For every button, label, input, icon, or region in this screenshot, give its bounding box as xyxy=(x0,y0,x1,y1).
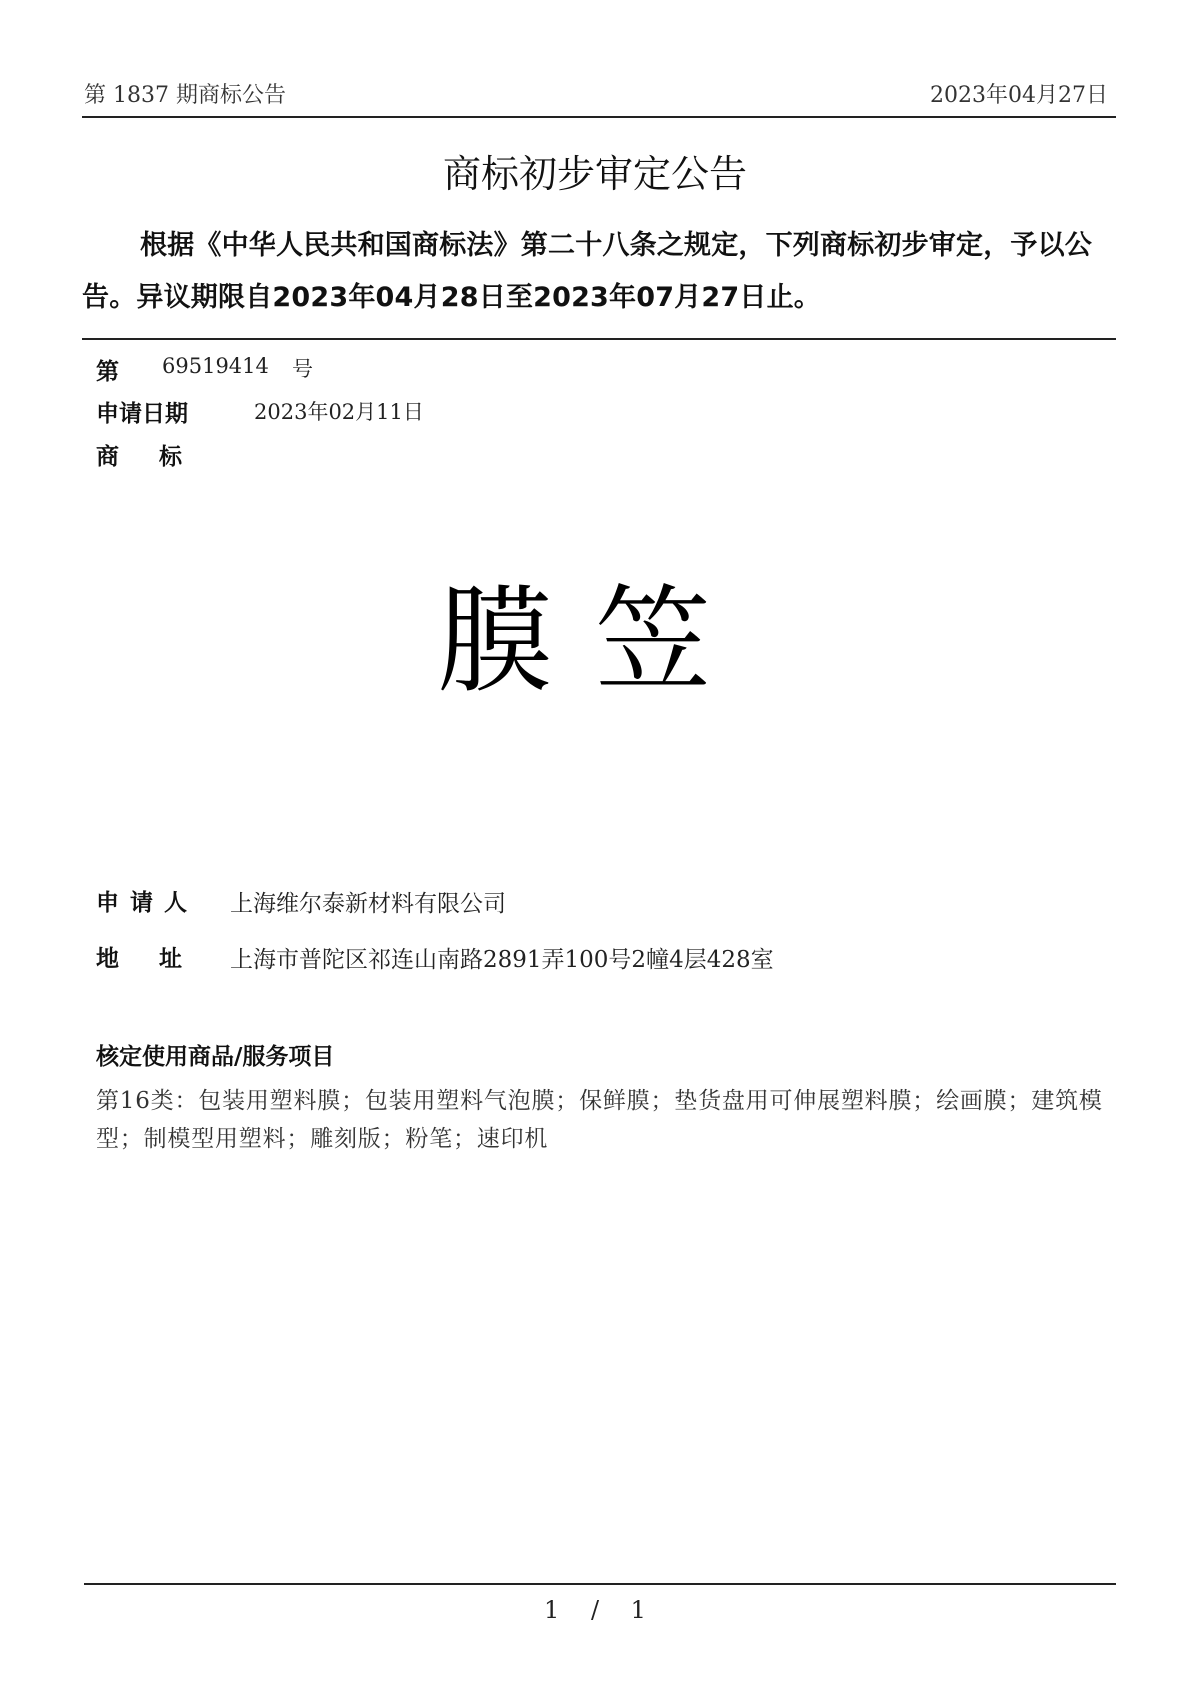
notice-divider xyxy=(82,338,1116,340)
notice-text: 根据《中华人民共和国商标法》第二十八条之规定，下列商标初步审定，予以公告。异议期限自2023年04月28日至2023年07月27日止。 xyxy=(82,230,1092,313)
page-title: 商标初步审定公告 xyxy=(442,152,747,196)
trademark-label: 商标 xyxy=(96,444,222,470)
issue-number: 第 1837 期商标公告 xyxy=(84,83,286,108)
address-label: 地址 xyxy=(96,946,222,972)
header-divider xyxy=(82,116,1116,118)
goods-list: 第16类：包装用塑料膜；包装用塑料气泡膜；保鲜膜；垫货盘用可伸展塑料膜；绘画膜；建筑模型；制模型用塑料；雕刻版；粉笔；速印机 xyxy=(96,1088,1103,1152)
address-value: 上海市普陀区祁连山南路2891弄100号2幢4层428室 xyxy=(230,947,774,973)
trademark-image-text: 膜笠 xyxy=(437,574,753,709)
registration-prefix: 第 xyxy=(96,359,119,385)
footer-divider xyxy=(84,1583,1116,1585)
registration-suffix: 号 xyxy=(292,357,313,381)
goods-heading: 核定使用商品/服务项目 xyxy=(96,1044,335,1070)
notice-paragraph xyxy=(82,220,1122,324)
applicant-value: 上海维尔泰新材料有限公司 xyxy=(230,891,506,917)
page-number: 1 / 1 xyxy=(544,1596,646,1624)
publication-date: 2023年04月27日 xyxy=(930,83,1108,108)
applicant-label: 申请人 xyxy=(96,890,198,916)
registration-number: 69519414 xyxy=(162,354,269,378)
application-date-value: 2023年02月11日 xyxy=(254,400,424,424)
application-date-label: 申请日期 xyxy=(96,401,188,427)
